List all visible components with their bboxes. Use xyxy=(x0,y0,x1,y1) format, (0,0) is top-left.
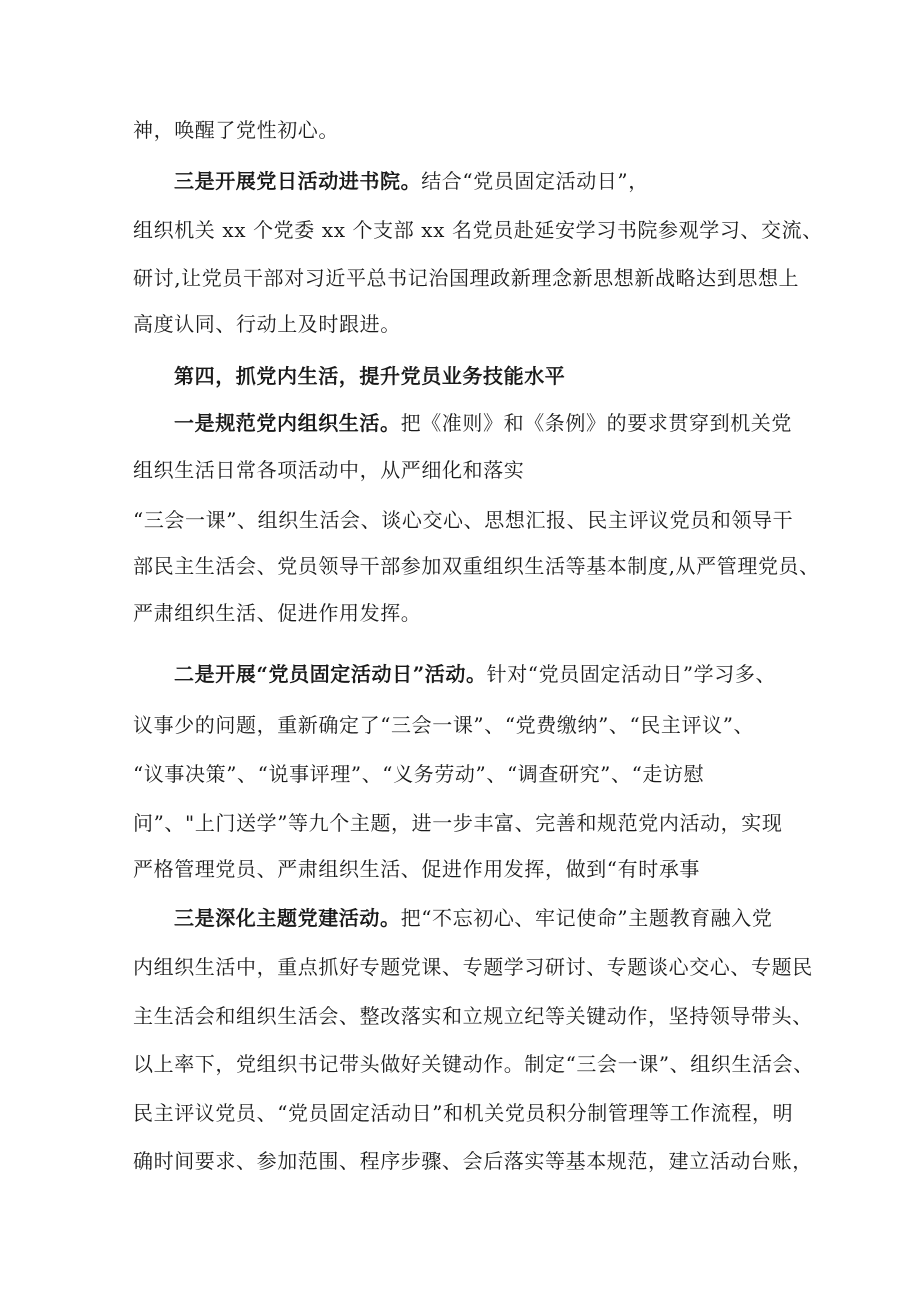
section-heading xyxy=(174,364,565,388)
paragraph-line xyxy=(133,508,793,532)
paragraph-line xyxy=(133,118,339,142)
paragraph-line xyxy=(133,1101,793,1125)
text-span: 内组织生活中，重点抓好专题党课、专题学习研讨、专题谈心交心、专题民 xyxy=(133,955,813,979)
paragraph-first-line xyxy=(174,169,649,193)
paragraph-first-line xyxy=(174,662,776,686)
text-span: 研讨,让党员干部对习近平总书记治国理政新理念新思想新战略达到思想上 xyxy=(133,266,800,290)
text-span: 主生活会和组织生活会、整改落实和立规立纪等关键动作，坚持领导带头、 xyxy=(133,1004,813,1028)
text-span: 以上率下，党组织书记带头做好关键动作。制定“三会一课”、组织生活会、 xyxy=(133,1052,814,1076)
text-span: 组织机关 xx 个党委 xx 个支部 xx 名党员赴延安学习书院参观学习、交流、 xyxy=(133,218,823,242)
text-span: “议事决策”、“说事评理”、“义务劳动”、“调查研究”、“走访慰 xyxy=(133,762,705,786)
paragraph-first-line xyxy=(174,906,772,930)
text-span: 议事少的问题，重新确定了“三会一课”、“党费缴纳”、“民主评议”、 xyxy=(133,713,755,737)
paragraph-line xyxy=(133,955,813,979)
paragraph-line xyxy=(133,458,524,482)
paragraph-first-line xyxy=(174,411,792,435)
paragraph-line xyxy=(133,713,754,737)
text-span: 严肃组织生活、促进作用发挥。 xyxy=(133,601,422,625)
paragraph-lead: 三是深化主题党建活动。 xyxy=(174,906,401,930)
text-span: 严格管理党员、严肃组织生活、促进作用发挥，做到“有时承事 xyxy=(133,857,701,881)
text-span: 把《准则》和《条例》的要求贯穿到机关党 xyxy=(400,411,793,435)
paragraph-line xyxy=(133,554,820,578)
paragraph-lead: 二是开展“党员固定活动日”活动。 xyxy=(174,662,487,686)
text-span: 民主评议党员、“党员固定活动日”和机关党员积分制管理等工作流程，明 xyxy=(133,1101,794,1125)
paragraph-lead: 一是规范党内组织生活。 xyxy=(174,411,401,435)
paragraph-line xyxy=(133,218,823,242)
text-span: 确时间要求、参加范围、程序步骤、会后落实等基本规范，建立活动台账， xyxy=(133,1149,813,1173)
paragraph-line xyxy=(133,1149,813,1173)
text-span: 部民主生活会、党员领导干部参加双重组织生活等基本制度,从严管理党员、 xyxy=(133,554,820,578)
text-span: “三会一课”、组织生活会、谈心交心、思想汇报、民主评议党员和领导干 xyxy=(133,508,794,532)
text-span: 神，唤醒了党性初心。 xyxy=(133,118,339,142)
paragraph-line xyxy=(133,266,799,290)
paragraph-line xyxy=(133,811,782,835)
paragraph-lead: 三是开展党日活动进书院。 xyxy=(174,169,422,193)
text-span: 把“不忘初心、牢记使命”主题教育融入党 xyxy=(400,906,773,930)
paragraph-line xyxy=(133,1052,814,1076)
text-span: 针对“党员固定活动日”学习多、 xyxy=(486,662,777,686)
text-span: 组织生活日常各项活动中，从严细化和落实 xyxy=(133,458,525,482)
text-span: 问”、"上门送学”等九个主题，进一步丰富、完善和规范党内活动，实现 xyxy=(133,811,783,835)
paragraph-line xyxy=(133,1004,813,1028)
heading-text: 第四，抓党内生活，提升党员业务技能水平 xyxy=(174,364,566,388)
text-span: 高度认同、行动上及时跟进。 xyxy=(133,312,401,336)
text-span: 结合“党员固定活动日”， xyxy=(421,169,649,193)
paragraph-line xyxy=(133,762,704,786)
paragraph-line xyxy=(133,312,401,336)
paragraph-line xyxy=(133,601,421,625)
paragraph-line xyxy=(133,857,700,881)
